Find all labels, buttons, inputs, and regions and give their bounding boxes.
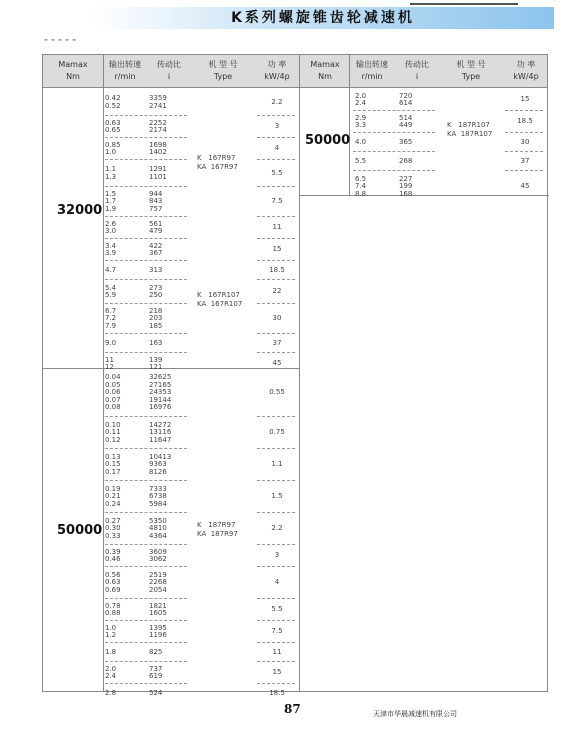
speed-value: 0.78 0.88 [105, 601, 121, 617]
header-power-right [503, 59, 549, 83]
row-divider [105, 480, 187, 481]
type-label: K 187R97 KA 187R97 [197, 521, 238, 538]
header-ratio-right-cn: 传动比 [405, 60, 429, 69]
row-divider [505, 151, 543, 152]
header-type [191, 59, 255, 83]
ratio-value: 313 [149, 265, 163, 274]
power-value: 3 [274, 122, 280, 130]
row-divider [257, 598, 295, 599]
ratio-value: 273 250 [149, 283, 163, 299]
ratio-value: 1821 1605 [149, 601, 167, 617]
page-title: K系列螺旋锥齿轮减速机 [231, 10, 415, 26]
ratio-value: 10413 9363 8126 [149, 452, 172, 476]
power-value: 15 [272, 245, 282, 253]
row-divider [257, 683, 295, 684]
ratio-value: 3609 3062 [149, 547, 167, 563]
speed-value: 4.0 [355, 137, 367, 146]
row-divider [257, 416, 295, 417]
header-type-cn: 机 型 号 [208, 60, 238, 69]
ratio-value: 2252 2174 [149, 118, 167, 134]
brand-mark: ▬ ▬ ▬ ▬ ▬ [44, 37, 77, 42]
header-power [255, 59, 299, 83]
row-divider [353, 110, 435, 111]
ratio-value: 32625 27165 24353 19144 16976 [149, 373, 172, 412]
row-divider [257, 512, 295, 513]
row-divider [105, 512, 187, 513]
center-divider [299, 55, 300, 691]
header-ratio-right-unit: i [415, 72, 419, 81]
power-value: 22 [272, 287, 282, 295]
speed-value: 2.0 2.4 [105, 664, 117, 680]
row-divider [105, 544, 187, 545]
speed-value: 2.0 2.4 [355, 91, 367, 107]
power-value: 1.1 [271, 460, 283, 468]
torque-label: 50000 [57, 523, 103, 538]
header-torque-right-unit: Nm [318, 72, 332, 81]
type-label: K 167R97 KA 167R97 [197, 154, 238, 171]
row-divider [105, 661, 187, 662]
speed-value: 0.42 0.52 [105, 94, 121, 110]
section-separator [43, 368, 299, 369]
speed-value: 6.5 7.4 8.8 [355, 174, 367, 198]
row-divider [257, 333, 295, 334]
header-speed-unit: r/min [114, 72, 136, 81]
header-ratio-cn: 传动比 [157, 60, 181, 69]
header-torque-right-cn: Mamax [310, 60, 340, 69]
ratio-value: 5350 4810 4364 [149, 516, 167, 540]
speed-value: 6.7 7.2 7.9 [105, 306, 117, 330]
power-value: 4 [274, 144, 280, 152]
row-divider [505, 110, 543, 111]
power-value: 30 [520, 137, 530, 146]
row-divider [257, 238, 295, 239]
speed-value: 0.13 0.15 0.17 [105, 452, 121, 476]
speed-value: 3.4 3.9 [105, 241, 117, 257]
row-divider [257, 661, 295, 662]
power-value: 11 [272, 223, 282, 231]
type-label: K 187R107 KA 187R107 [447, 121, 493, 138]
header-type-en: Type [213, 72, 233, 81]
speed-value: 5.4 5.9 [105, 283, 117, 299]
ratio-value: 825 [149, 647, 163, 656]
power-value: 1.5 [271, 492, 283, 500]
ratio-value: 7333 6738 5984 [149, 484, 167, 508]
header-torque-right [301, 59, 349, 83]
page-number: 87 [284, 702, 301, 716]
header-power-cn: 功 率 [267, 60, 287, 69]
ratio-value: 524 [149, 688, 163, 697]
power-value: 4 [274, 578, 280, 586]
power-value: 45 [520, 182, 530, 190]
row-divider [257, 352, 295, 353]
power-value: 7.5 [271, 197, 283, 205]
row-divider [105, 333, 187, 334]
row-divider [257, 544, 295, 545]
header-speed-right-cn: 输出转速 [356, 60, 388, 69]
row-divider [105, 416, 187, 417]
section-separator [299, 195, 549, 196]
row-divider [105, 115, 187, 116]
power-value: 15 [520, 95, 530, 103]
row-divider [257, 159, 295, 160]
speed-value: 0.04 0.05 0.06 0.07 0.08 [105, 373, 121, 412]
ratio-value: 268 [399, 156, 413, 165]
row-divider [257, 279, 295, 280]
speed-value: 2.6 3.0 [105, 219, 117, 235]
row-divider [257, 216, 295, 217]
power-value: 18.5 [517, 117, 533, 125]
speed-value: 0.10 0.11 0.12 [105, 420, 121, 444]
power-value: 5.5 [271, 168, 283, 177]
row-divider [505, 132, 543, 133]
speed-value: 0.27 0.30 0.33 [105, 516, 121, 540]
header-type-right-cn: 机 型 号 [456, 60, 486, 69]
speed-value: 0.19 0.21 0.24 [105, 484, 121, 508]
header-speed-cn: 输出转速 [109, 60, 141, 69]
speed-value: 1.8 [105, 647, 117, 656]
row-divider [105, 216, 187, 217]
row-divider [105, 159, 187, 160]
ratio-value: 2519 2268 2054 [149, 570, 167, 594]
row-divider [105, 352, 187, 353]
row-divider [105, 186, 187, 187]
header-speed-right-unit: r/min [361, 72, 383, 81]
header-power-right-cn: 功 率 [516, 60, 536, 69]
power-value: 30 [272, 314, 282, 322]
speed-value: 0.85 1.0 [105, 140, 121, 156]
speed-value: 0.56 0.63 0.69 [105, 570, 121, 594]
table-header [43, 55, 547, 88]
row-divider [353, 132, 435, 133]
row-divider [105, 620, 187, 621]
header-speed [103, 59, 147, 83]
row-divider [257, 137, 295, 138]
power-value: 45 [272, 359, 282, 367]
header-speed-right [349, 59, 395, 83]
ratio-value: 218 203 185 [149, 306, 163, 330]
power-value: 5.5 [271, 605, 283, 613]
row-divider [105, 448, 187, 449]
row-divider [105, 279, 187, 280]
row-divider [257, 448, 295, 449]
ratio-value: 14272 13116 11647 [149, 420, 172, 444]
header-power-right-unit: kW/4p [513, 72, 539, 81]
ratio-value: 3359 2741 [149, 94, 167, 110]
column-divider [103, 55, 104, 691]
header-type-right [439, 59, 503, 83]
ratio-value: 514 449 [399, 113, 413, 129]
company-name: 天津市华晨减速机有限公司 [373, 710, 457, 718]
row-divider [105, 238, 187, 239]
ratio-value: 1395 1196 [149, 623, 167, 639]
row-divider [257, 642, 295, 643]
speed-value: 2.9 3.3 [355, 113, 367, 129]
header-ratio-right [395, 59, 439, 83]
power-value: 18.5 [269, 265, 285, 274]
ratio-value: 720 614 [399, 91, 413, 107]
row-divider [105, 137, 187, 138]
power-value: 37 [272, 338, 282, 347]
torque-label: 32000 [57, 203, 103, 218]
power-value: 2.2 [271, 97, 283, 106]
header-torque-cn: Mamax [58, 60, 88, 69]
speed-value: 11 12 [105, 355, 114, 371]
ratio-value: 1291 1101 [149, 165, 167, 181]
title-banner [92, 7, 554, 29]
row-divider [257, 303, 295, 304]
header-torque [43, 59, 103, 83]
ratio-value: 561 479 [149, 219, 163, 235]
power-value: 15 [272, 668, 282, 676]
speed-value: 1.1 1.3 [105, 165, 117, 181]
speed-value: 1.5 1.7 1.9 [105, 189, 117, 213]
ratio-value: 737 619 [149, 664, 163, 680]
power-value: 11 [272, 647, 282, 656]
row-divider [257, 620, 295, 621]
row-divider [105, 303, 187, 304]
speed-value: 4.7 [105, 265, 117, 274]
top-rule [410, 3, 518, 5]
row-divider [353, 170, 435, 171]
speed-value: 9.0 [105, 338, 117, 347]
speed-value: 1.0 1.2 [105, 623, 117, 639]
header-torque-unit: Nm [66, 72, 80, 81]
ratio-value: 365 [399, 137, 413, 146]
power-value: 18.5 [269, 688, 285, 697]
speed-value: 5.5 [355, 156, 367, 165]
ratio-value: 422 367 [149, 241, 163, 257]
row-divider [505, 170, 543, 171]
ratio-value: 139 121 [149, 355, 163, 371]
row-divider [257, 260, 295, 261]
row-divider [257, 566, 295, 567]
row-divider [257, 115, 295, 116]
power-value: 7.5 [271, 627, 283, 635]
ratio-value: 944 843 757 [149, 189, 163, 213]
row-divider [105, 260, 187, 261]
speed-value: 0.39 0.46 [105, 547, 121, 563]
row-divider [257, 186, 295, 187]
speed-value: 0.63 0.65 [105, 118, 121, 134]
row-divider [105, 566, 187, 567]
header-type-right-en: Type [461, 72, 481, 81]
type-label: K 167R107 KA 167R107 [197, 291, 243, 308]
header-power-unit: kW/4p [264, 72, 290, 81]
spec-table [42, 54, 548, 697]
power-value: 37 [520, 156, 530, 165]
power-value: 3 [274, 551, 280, 559]
header-ratio-unit: i [167, 72, 171, 81]
power-value: 2.2 [271, 524, 283, 532]
row-divider [105, 598, 187, 599]
ratio-value: 1698 1402 [149, 140, 167, 156]
row-divider [105, 642, 187, 643]
row-divider [257, 480, 295, 481]
column-divider [349, 55, 350, 195]
torque-label: 50000 [305, 133, 351, 148]
power-value: 0.75 [269, 428, 285, 436]
row-divider [105, 683, 187, 684]
ratio-value: 227 199 168 [399, 174, 413, 198]
power-value: 0.55 [269, 388, 285, 396]
ratio-value: 163 [149, 338, 163, 347]
speed-value: 2.8 [105, 688, 117, 697]
header-ratio [147, 59, 191, 83]
row-divider [353, 151, 435, 152]
